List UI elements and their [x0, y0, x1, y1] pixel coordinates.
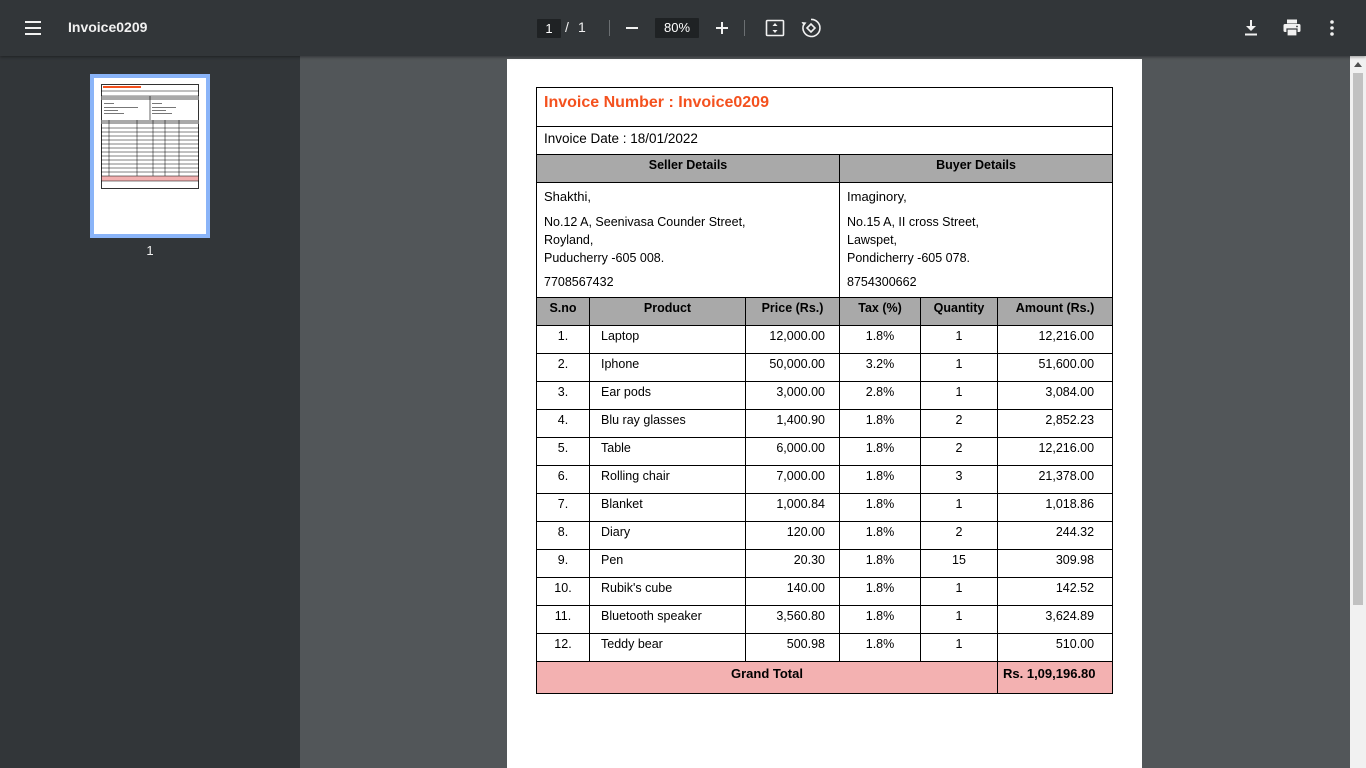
item-tax: 3.2% [840, 354, 921, 382]
item-amount: 510.00 [998, 634, 1113, 662]
fit-page-icon[interactable] [763, 16, 787, 40]
seller-address-line: Puducherry -605 008. [544, 251, 665, 265]
grand-total-value: Rs. 1,09,196.80 [998, 662, 1113, 694]
vertical-scrollbar[interactable] [1350, 56, 1366, 768]
column-header-amount: Amount (Rs.) [998, 298, 1113, 326]
rotate-icon[interactable] [799, 16, 823, 40]
item-amount: 1,018.86 [998, 494, 1113, 522]
item-price: 140.00 [746, 578, 840, 606]
print-icon[interactable] [1280, 16, 1304, 40]
column-header-sno: S.no [537, 298, 590, 326]
item-product: Rubik's cube [590, 578, 746, 606]
item-amount: 3,084.00 [998, 382, 1113, 410]
column-header-product: Product [590, 298, 746, 326]
item-sno: 1. [537, 326, 590, 354]
invoice-date: Invoice Date : 18/01/2022 [537, 127, 1113, 155]
item-product: Laptop [590, 326, 746, 354]
grand-total-label: Grand Total [537, 662, 998, 694]
item-product: Iphone [590, 354, 746, 382]
table-row [537, 550, 1113, 578]
table-row [537, 382, 1113, 410]
item-quantity: 2 [921, 410, 998, 438]
item-tax: 1.8% [840, 578, 921, 606]
buyer-address-line: Pondicherry -605 078. [847, 251, 970, 265]
buyer-phone: 8754300662 [847, 275, 917, 289]
item-sno: 10. [537, 578, 590, 606]
item-tax: 1.8% [840, 606, 921, 634]
item-product: Ear pods [590, 382, 746, 410]
item-price: 50,000.00 [746, 354, 840, 382]
item-quantity: 1 [921, 354, 998, 382]
item-price: 500.98 [746, 634, 840, 662]
zoom-out-icon[interactable] [620, 16, 644, 40]
table-row [537, 410, 1113, 438]
more-vert-icon[interactable] [1320, 16, 1344, 40]
item-product: Blu ray glasses [590, 410, 746, 438]
download-icon[interactable] [1239, 16, 1263, 40]
item-tax: 1.8% [840, 550, 921, 578]
item-tax: 1.8% [840, 634, 921, 662]
item-product: Blanket [590, 494, 746, 522]
item-quantity: 1 [921, 606, 998, 634]
invoice-table [536, 87, 1113, 694]
item-product: Pen [590, 550, 746, 578]
table-row [537, 494, 1113, 522]
buyer-details [840, 183, 1113, 298]
scrollbar-thumb[interactable] [1353, 73, 1363, 605]
item-sno: 6. [537, 466, 590, 494]
item-product: Rolling chair [590, 466, 746, 494]
item-amount: 3,624.89 [998, 606, 1113, 634]
pdf-toolbar [0, 0, 1366, 56]
seller-details [537, 183, 840, 298]
item-amount: 21,378.00 [998, 466, 1113, 494]
menu-icon[interactable] [22, 16, 46, 40]
item-product: Bluetooth speaker [590, 606, 746, 634]
page-separator: / [565, 19, 569, 35]
item-amount: 309.98 [998, 550, 1113, 578]
item-product: Table [590, 438, 746, 466]
item-quantity: 1 [921, 634, 998, 662]
item-price: 20.30 [746, 550, 840, 578]
seller-phone: 7708567432 [544, 275, 614, 289]
table-row [537, 326, 1113, 354]
item-amount: 12,216.00 [998, 326, 1113, 354]
seller-details-header: Seller Details [537, 155, 840, 183]
table-row [537, 354, 1113, 382]
item-quantity: 1 [921, 326, 998, 354]
item-sno: 5. [537, 438, 590, 466]
column-header-quantity: Quantity [921, 298, 998, 326]
item-tax: 1.8% [840, 494, 921, 522]
thumbnail-sidebar [0, 56, 300, 768]
seller-address-line: Royland, [544, 233, 594, 247]
table-row [537, 578, 1113, 606]
item-amount: 2,852.23 [998, 410, 1113, 438]
current-page-input[interactable]: 1 [537, 19, 561, 38]
thumbnail-page-number: 1 [146, 243, 154, 258]
table-row [537, 634, 1113, 662]
buyer-details-header: Buyer Details [840, 155, 1113, 183]
item-quantity: 1 [921, 578, 998, 606]
table-row [537, 466, 1113, 494]
seller-name: Shakthi, [544, 189, 591, 204]
item-tax: 1.8% [840, 466, 921, 494]
item-price: 3,000.00 [746, 382, 840, 410]
scroll-up-arrow-icon[interactable] [1354, 62, 1362, 67]
item-quantity: 1 [921, 382, 998, 410]
table-row [537, 522, 1113, 550]
page-thumbnail-preview [101, 84, 199, 192]
toolbar-divider [609, 20, 610, 36]
item-tax: 1.8% [840, 522, 921, 550]
item-quantity: 2 [921, 438, 998, 466]
item-amount: 244.32 [998, 522, 1113, 550]
item-tax: 1.8% [840, 438, 921, 466]
item-sno: 4. [537, 410, 590, 438]
item-price: 120.00 [746, 522, 840, 550]
zoom-level-input[interactable]: 80% [655, 18, 699, 38]
document-title: Invoice0209 [68, 19, 148, 35]
item-price: 1,400.90 [746, 410, 840, 438]
item-sno: 9. [537, 550, 590, 578]
item-sno: 8. [537, 522, 590, 550]
buyer-address-line: Lawspet, [847, 233, 898, 247]
item-price: 12,000.00 [746, 326, 840, 354]
item-price: 1,000.84 [746, 494, 840, 522]
buyer-name: Imaginory, [847, 189, 907, 204]
item-quantity: 1 [921, 494, 998, 522]
item-price: 3,560.80 [746, 606, 840, 634]
seller-address-line: No.12 A, Seenivasa Counder Street, [544, 215, 746, 229]
item-amount: 12,216.00 [998, 438, 1113, 466]
item-sno: 2. [537, 354, 590, 382]
item-sno: 11. [537, 606, 590, 634]
pdf-page [507, 59, 1142, 768]
page-thumbnail[interactable] [90, 74, 210, 238]
table-row [537, 606, 1113, 634]
item-price: 6,000.00 [746, 438, 840, 466]
item-quantity: 3 [921, 466, 998, 494]
buyer-address-line: No.15 A, II cross Street, [847, 215, 980, 229]
item-product: Diary [590, 522, 746, 550]
toolbar-divider [744, 20, 745, 36]
item-tax: 1.8% [840, 326, 921, 354]
column-header-tax: Tax (%) [840, 298, 921, 326]
item-sno: 3. [537, 382, 590, 410]
item-amount: 142.52 [998, 578, 1113, 606]
column-header-price: Price (Rs.) [746, 298, 840, 326]
zoom-in-icon[interactable] [710, 16, 734, 40]
invoice-items [537, 326, 1113, 662]
table-row [537, 438, 1113, 466]
item-sno: 12. [537, 634, 590, 662]
item-tax: 1.8% [840, 410, 921, 438]
item-product: Teddy bear [590, 634, 746, 662]
item-amount: 51,600.00 [998, 354, 1113, 382]
total-pages: 1 [578, 19, 586, 35]
item-price: 7,000.00 [746, 466, 840, 494]
item-quantity: 2 [921, 522, 998, 550]
grand-total-row [537, 662, 1113, 694]
invoice-number-title: Invoice Number : Invoice0209 [537, 88, 1113, 127]
item-sno: 7. [537, 494, 590, 522]
item-quantity: 15 [921, 550, 998, 578]
item-tax: 2.8% [840, 382, 921, 410]
